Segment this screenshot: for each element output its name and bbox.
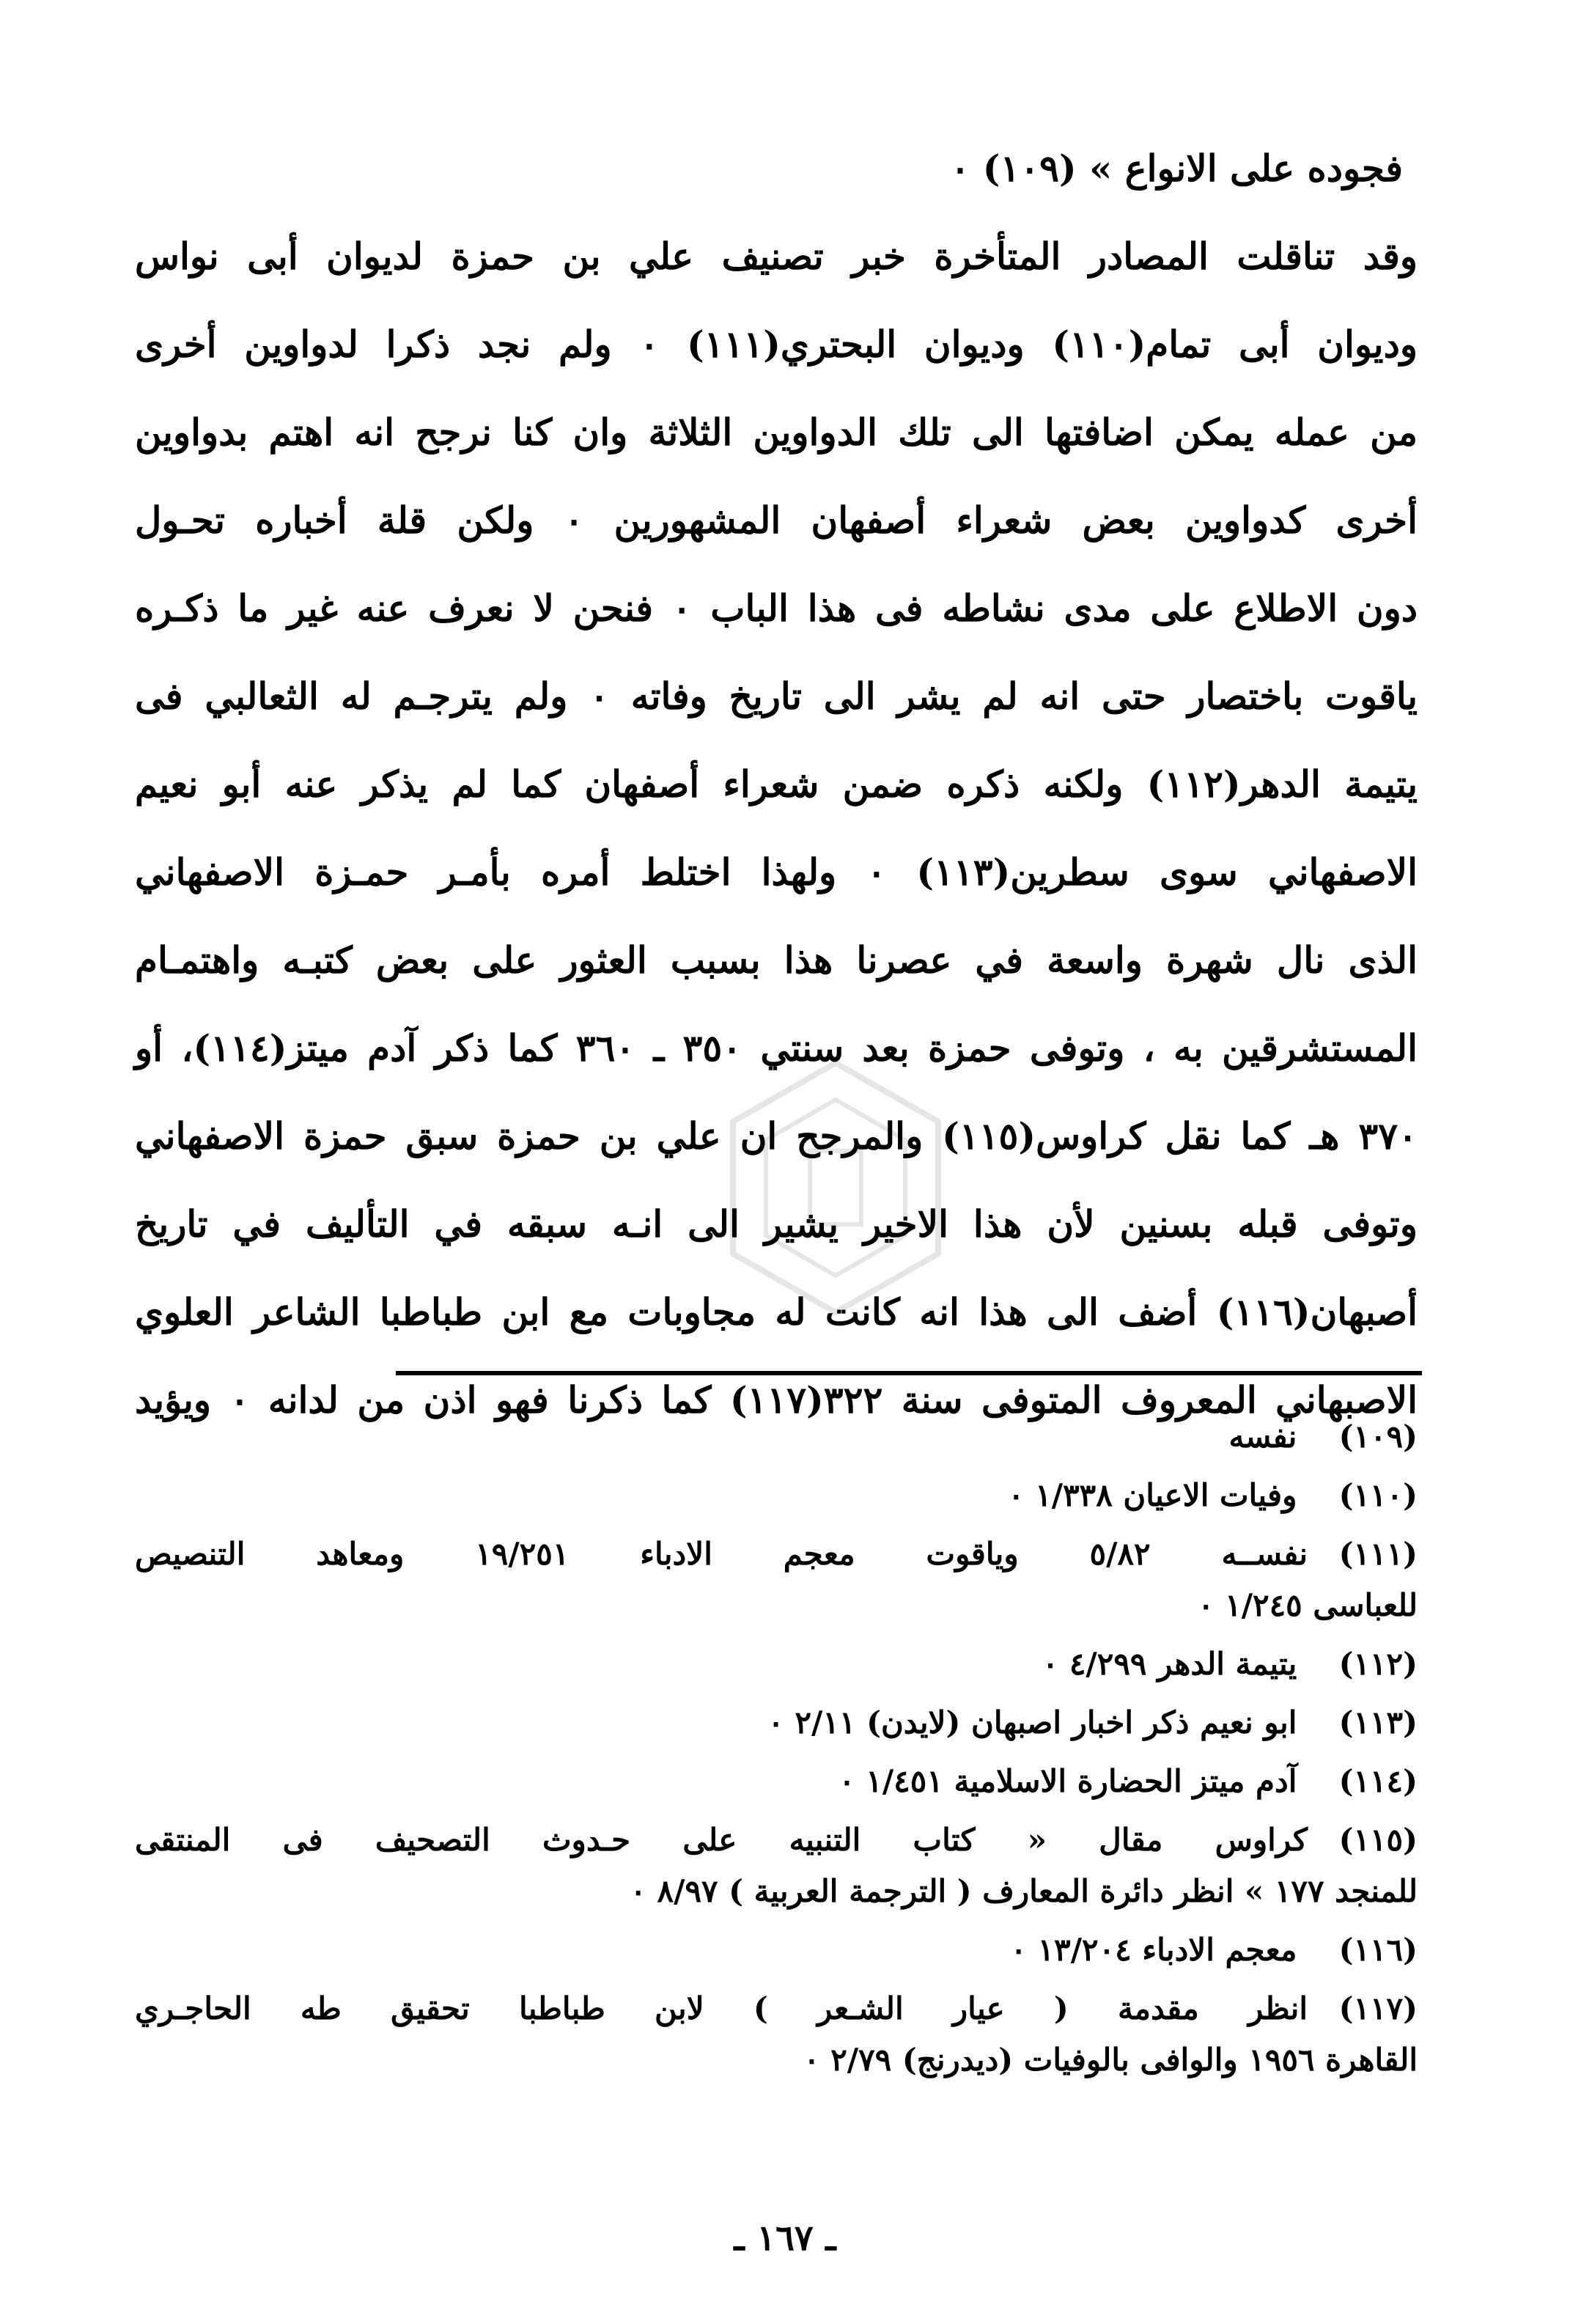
body-line: الاصفهاني سوى سطرين(١١٣) ٠ ولهذا اختلط أمره بأمـر حمـزة الاصفهاني <box>135 850 1418 894</box>
body-line: يتيمة الدهر(١١٢) ولكنه ذكره ضمن شعراء أصفهان كما لم يذكر عنه أبو نعيم <box>135 762 1418 806</box>
footnote-text: كراوس مقال « كتاب التنبيه على حـدوث التصحيف فى المنتقى <box>135 1822 1308 1858</box>
footnote-number: (١١٣) <box>1338 1705 1418 1740</box>
body-line: الذى نال شهرة واسعة في عصرنا هذا بسبب العثور على بعض كتبـه واهتمـام <box>135 938 1418 982</box>
footnote-line <box>135 1814 1418 1866</box>
footnote-continuation: للعباسى ١/٢٤٥ ٠ <box>1197 1587 1418 1623</box>
footnote-number: (١١١) <box>1338 1536 1418 1572</box>
footnote-text: آدم ميتز الحضارة الاسلامية ١/٤٥١ ٠ <box>839 1763 1297 1799</box>
footnote-text: يتيمة الدهر ٤/٢٩٩ ٠ <box>1042 1646 1297 1682</box>
footnote <box>135 1411 1418 1463</box>
footnote-text: انظر مقدمة ( عيار الشـعر ) لابن طباطبا تحقيق طه الحاجـري <box>135 1990 1308 2026</box>
footnote-line <box>135 1983 1418 2034</box>
body-line: ٣٧٠ هـ كما نقل كراوس(١١٥) والمرجح ان علي بن حمزة سبق حمزة الاصفهاني <box>135 1114 1418 1158</box>
footnote-text: وفيات الاعيان ١/٣٣٨ ٠ <box>1007 1477 1297 1513</box>
body-text <box>135 125 1418 1444</box>
body-line: وتوفى قبله بسنين لأن هذا الاخير يشير الى انـه سبقه في التأليف في تاريخ <box>135 1202 1418 1246</box>
page-number: ـ ١٦٧ ـ <box>734 2218 836 2259</box>
body-line: الاصبهاني المعروف المتوفى سنة ٣٢٢(١١٧) كما ذكرنا فهو اذن من لدانه ٠ ويؤيد <box>135 1378 1418 1422</box>
footnote-line <box>135 1529 1418 1580</box>
footnote-number: (١١٢) <box>1338 1646 1418 1682</box>
footnote <box>135 1470 1418 1521</box>
body-line: وقد تناقلت المصادر المتأخرة خبر تصنيف علي بن حمزة لديوان أبى نواس <box>135 235 1418 278</box>
footnote <box>135 1529 1418 1631</box>
footnote-text: نفســه ٥/٨٢ وياقوت معجم الادباء ١٩/٢٥١ ومعاهد التنصيص <box>135 1536 1308 1572</box>
footnote-number: (١٠٩) <box>1338 1419 1418 1455</box>
footnote-number: (١١٦) <box>1338 1932 1418 1968</box>
body-line: أصبهان(١١٦) أضف الى هذا انه كانت له مجاوبات مع ابن طباطبا الشاعر العلوي <box>135 1290 1418 1334</box>
body-line: أخرى كدواوين بعض شعراء أصفهان المشهورين ٠ ولكن قلة أخباره تحـول <box>135 499 1418 542</box>
footnote <box>135 1756 1418 1807</box>
footnote-continuation: للمنجد ١٧٧ » انظر دائرة المعارف ( الترجمة العربية ) ٨/٩٧ ٠ <box>630 1873 1418 1909</box>
footnote <box>135 1924 1418 1976</box>
footnote-number: (١١٠) <box>1338 1477 1418 1513</box>
footnote <box>135 1639 1418 1690</box>
body-line: فجوده على الانواع » (١٠٩) ٠ <box>950 147 1403 190</box>
body-line: المستشرقين به ، وتوفى حمزة بعد سنتي ٣٥٠ ـ ٣٦٠ كما ذكر آدم ميتز(١١٤)، أو <box>135 1026 1418 1070</box>
body-line: دون الاطلاع على مدى نشاطه فى هذا الباب ٠ فنحن لا نعرف عنه غير ما ذكـره <box>135 586 1418 630</box>
footnote-number: (١١٧) <box>1338 1990 1418 2026</box>
footnote-text: معجم الادباء ١٣/٢٠٤ ٠ <box>1010 1932 1297 1968</box>
footnotes <box>135 1411 1418 2086</box>
body-line: ياقوت باختصار حتى انه لم يشر الى تاريخ وفاته ٠ ولم يترجـم له الثعالبي فى <box>135 674 1418 718</box>
footnote-separator <box>396 1371 1422 1375</box>
footnote-number: (١١٥) <box>1338 1822 1418 1858</box>
footnote <box>135 1697 1418 1748</box>
footnote-number: (١١٤) <box>1338 1763 1418 1799</box>
footnote <box>135 1814 1418 1917</box>
body-line: من عمله يمكن اضافتها الى تلك الدواوين الثلاثة وان كنا نرجح انه اهتم بدواوين <box>135 411 1418 454</box>
footnote-text: ابو نعيم ذكر اخبار اصبهان (لايدن) ٢/١١ ٠ <box>767 1705 1297 1740</box>
body-line: وديوان أبى تمام(١١٠) وديوان البحتري(١١١) ٠ ولم نجد ذكرا لدواوين أخرى <box>135 323 1418 366</box>
footnote <box>135 1983 1418 2086</box>
footnote-text: نفسه <box>1228 1419 1297 1455</box>
footnote-continuation: القاهرة ١٩٥٦ والوافى بالوفيات (ديدرنج) ٢/٧٩ ٠ <box>803 2042 1418 2078</box>
